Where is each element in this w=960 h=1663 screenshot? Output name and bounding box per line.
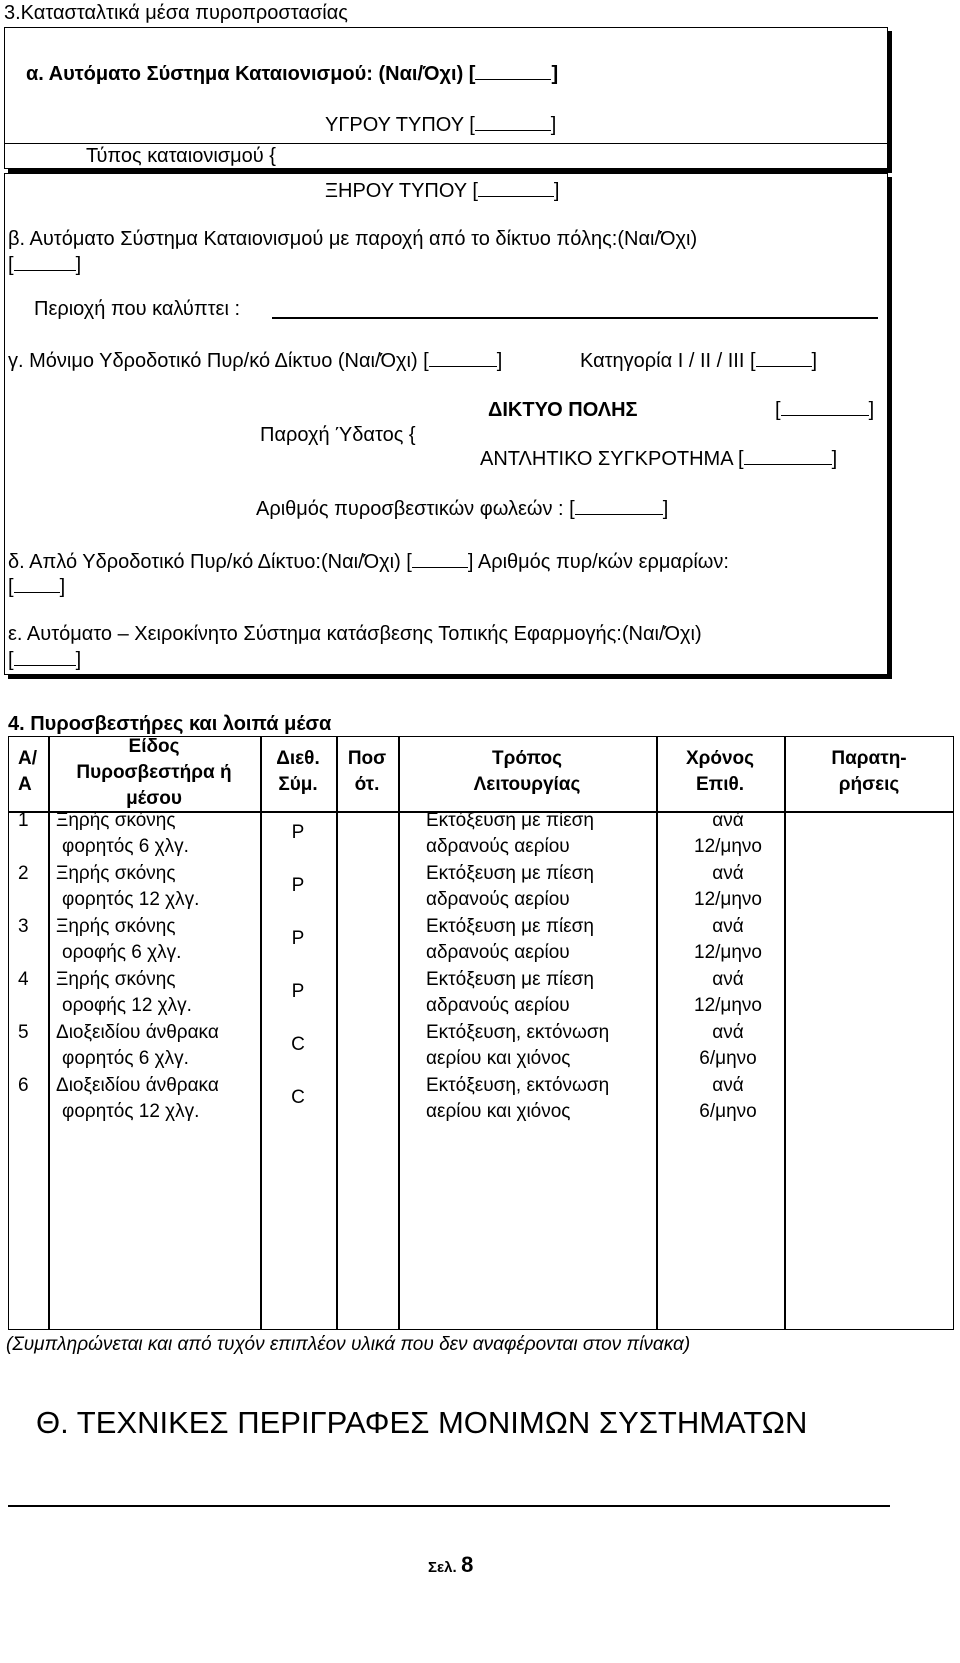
header-symbol: Διεθ. Σύμ. [276,748,320,795]
area-line[interactable] [272,317,878,319]
item-b-bracket: [ ] [8,254,82,276]
col-sep [48,736,50,1330]
item-d: δ. Απλό Υδροδοτικό Πυρ/κό Δίκτυο:(Ναι/Όχι) [ ] Αριθμός πυρ/κών ερμαρίων: [8,551,729,573]
section-theta-title: Θ. ΤΕΧΝΙΚΕΣ ΠΕΡΙΓΡΑΦΕΣ ΜΟΝΙΜΩΝ ΣΥΣΤΗΜΑΤΩΝ [36,1405,808,1440]
row-time: ανά 12/μηνο [694,916,762,963]
row-type: Ξηρής σκόνης φορητός 12 χλγ. [56,863,200,910]
header-mode: Τρόπος Λειτουργίας [473,748,581,795]
item-c-category: Κατηγορία Ι / ΙΙ / ΙΙΙ [ ] [580,350,818,372]
row-number: 5 [18,1022,29,1043]
col-sep [336,736,338,1330]
row-symbol: P [291,981,305,1002]
sprinkler-type-label: Τύπος καταιονισμού { [86,145,276,167]
row-time: ανά 12/μηνο [694,969,762,1016]
header-notes: Παρατη- ρήσεις [831,748,907,795]
row-type: Ξηρής σκόνης οροφής 6 χλγ. [56,916,182,963]
item-b: β. Αυτόματο Σύστημα Καταιονισμού με παροχή από το δίκτυο πόλης:(Ναι/Όχι) [8,228,698,250]
col-sep [398,736,400,1330]
blank-field[interactable] [14,254,76,271]
header-type: Είδος Πυροσβεστήρα ή μέσου [76,736,232,809]
blank-field[interactable] [744,448,832,465]
row-time: ανά 6/μηνο [699,1075,757,1122]
item-a: α. Αυτόματο Σύστημα Καταιονισμού: (Ναι/Όχι) [ ] [26,63,559,85]
row-mode: Εκτόξευση με πίεση αδρανούς αερίου [426,810,594,857]
section3-title: 3.Κατασταλτικά μέσα πυροπροστασίας [4,2,348,24]
row-time: ανά 12/μηνο [694,810,762,857]
row-symbol: P [291,875,305,896]
item-e: ε. Αυτόματο – Χειροκίνητο Σύστημα κατάσβεσης Τοπικής Εφαρμογής:(Ναι/Όχι) [8,623,702,645]
blank-field[interactable] [412,551,468,568]
row-time: ανά 12/μηνο [694,863,762,910]
pump-unit: ΑΝΤΛΗΤΙΚΟ ΣΥΓΚΡΟΤΗΜΑ [ ] [480,448,838,470]
blank-field[interactable] [475,63,551,80]
row-mode: Εκτόξευση, εκτόνωση αερίου και χιόνος [426,1075,610,1122]
item-c: γ. Μόνιμο Υδροδοτικό Πυρ/κό Δίκτυο (Ναι/Όχι) [ ] [8,350,503,372]
row-mode: Εκτόξευση με πίεση αδρανούς αερίου [426,916,594,963]
row-number: 4 [18,969,29,990]
row-mode: Εκτόξευση με πίεση αδρανούς αερίου [426,969,594,1016]
row-mode: Εκτόξευση με πίεση αδρανούς αερίου [426,863,594,910]
blank-field[interactable] [14,576,60,593]
city-network: ΔΙΚΤΥΟ ΠΟΛΗΣ [488,399,638,421]
area-label: Περιοχή που καλύπτει : [34,298,241,320]
city-network-field: [ ] [775,399,875,421]
row-type: Ξηρής σκόνης φορητός 6 χλγ. [56,810,189,857]
blank-field[interactable] [475,114,551,131]
blank-field[interactable] [429,350,497,367]
row-number: 6 [18,1075,29,1096]
dry-type: ΞΗΡΟΥ ΤΥΠΟΥ [ ] [325,180,560,202]
row-type: Διοξειδίου άνθρακα φορητός 12 χλγ. [56,1075,219,1122]
blank-field[interactable] [14,649,76,666]
footer-rule [8,1505,890,1507]
item-d-bracket: [ ] [8,576,66,598]
header-qty: Ποσ ότ. [347,748,387,795]
row-type: Διοξειδίου άνθρακα φορητός 6 χλγ. [56,1022,219,1069]
page-number: Σελ. 8 [428,1552,474,1577]
water-supply-label: Παροχή Ύδατος { [260,424,416,446]
wet-type: ΥΓΡΟΥ ΤΥΠΟΥ [ ] [325,114,557,136]
table-footnote: (Συμπληρώνεται και από τυχόν επιπλέον υλικά που δεν αναφέρονται στον πίνακα) [6,1334,691,1355]
row-number: 1 [18,810,29,831]
row-number: 3 [18,916,29,937]
blank-field[interactable] [478,180,554,197]
blank-field[interactable] [756,350,812,367]
row-mode: Εκτόξευση, εκτόνωση αερίου και χιόνος [426,1022,610,1069]
row-time: ανά 6/μηνο [699,1022,757,1069]
row-symbol: C [291,1034,305,1055]
blank-field[interactable] [781,399,869,416]
header-time: Χρόνος Επιθ. [685,748,755,795]
section4-title: 4. Πυροσβεστήρες και λοιπά μέσα [8,713,332,735]
row-number: 2 [18,863,29,884]
header-aa: Α/ Α [18,748,37,795]
item-e-bracket: [ ] [8,649,82,671]
blank-field[interactable] [575,498,663,515]
row-symbol: P [291,822,305,843]
row-symbol: C [291,1087,305,1108]
hydrant-count: Αριθμός πυροσβεστικών φωλεών : [ ] [256,498,669,520]
row-symbol: P [291,928,305,949]
row-type: Ξηρής σκόνης οροφής 12 χλγ. [56,969,192,1016]
